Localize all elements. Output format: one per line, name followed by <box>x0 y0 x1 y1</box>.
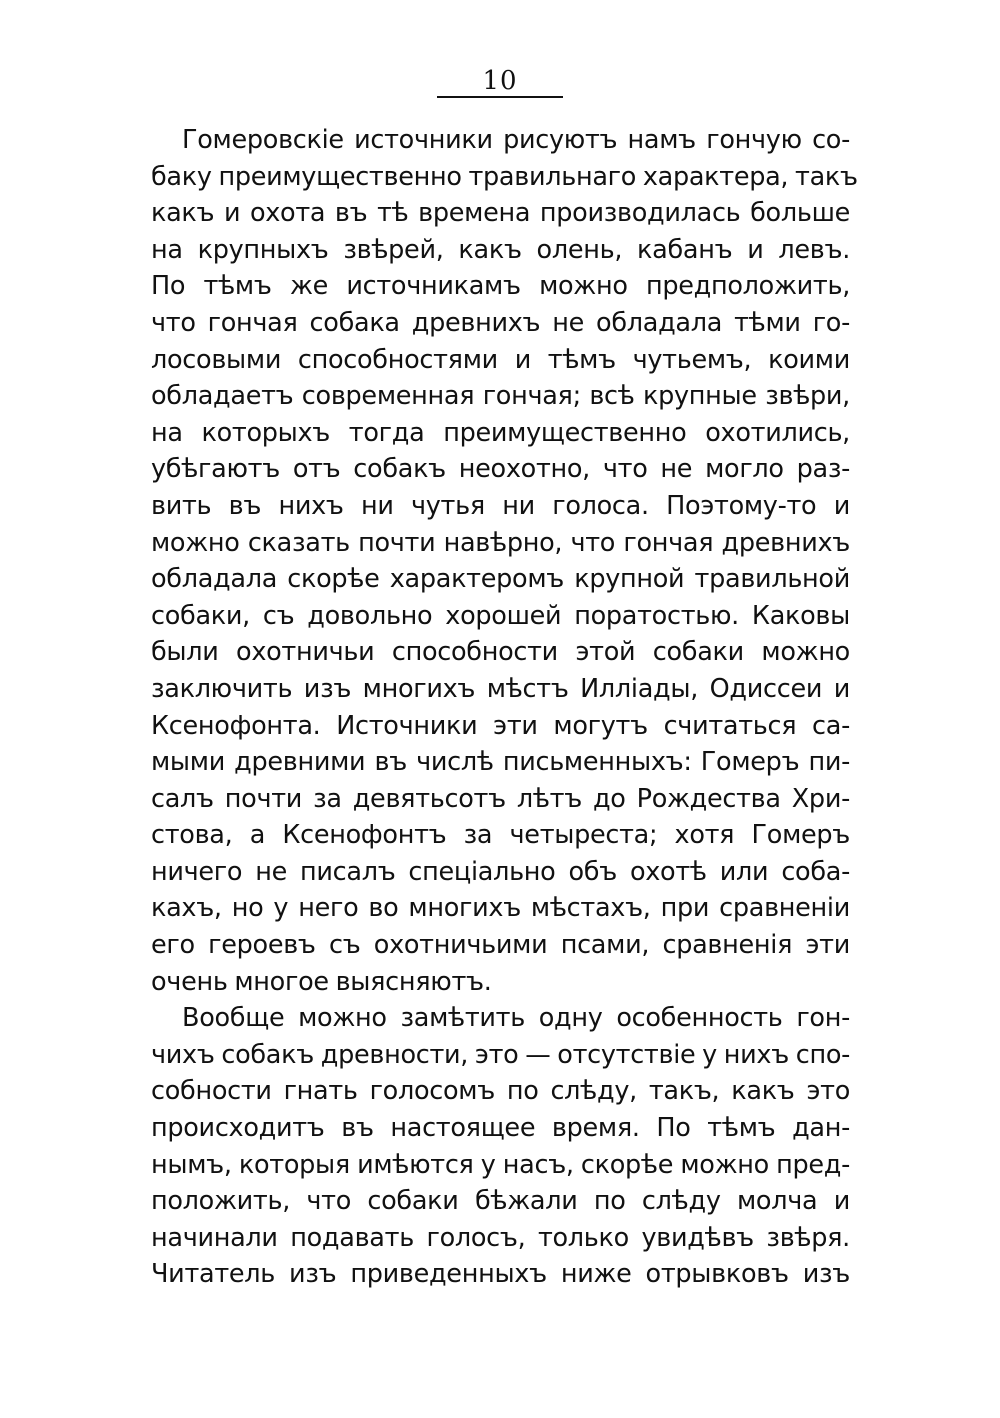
text-line: собаки, съ довольно хорошей поратостью. Каковы <box>151 600 850 631</box>
text-line: Гомеровскіе источники рисуютъ намъ гончую со- <box>182 125 850 155</box>
text-line: заключить изъ многихъ мѣстъ Илліады, Одиссеи и <box>151 673 850 704</box>
text-line: обладала скорѣе характеромъ крупной травильной <box>151 564 850 595</box>
body-text <box>151 122 858 1293</box>
text-line: какъ и охота въ тѣ времена производилась больше <box>151 198 850 229</box>
text-line: что гончая собака древнихъ не обладала тѣми го- <box>151 307 850 338</box>
page-number: 10 <box>482 66 518 96</box>
text-line: собности гнать голосомъ по слѣду, такъ, какъ это <box>151 1076 850 1107</box>
text-line: ничего не писалъ спеціально объ охотѣ или соба- <box>151 856 850 887</box>
text-line: Читатель изъ приведенныхъ ниже отрывковъ изъ <box>151 1259 850 1290</box>
text-line: на которыхъ тогда преимущественно охотились, <box>151 417 850 448</box>
text-line: нымъ, которыя имѣются у насъ, скорѣе можно пред- <box>151 1149 850 1180</box>
text-line: положить, что собаки бѣжали по слѣду молча и <box>151 1186 850 1217</box>
text-line: вить въ нихъ ни чутья ни голоса. Поэтому-то и <box>151 490 850 521</box>
text-line: Вообще можно замѣтить одну особенность гон- <box>182 1003 850 1034</box>
text-line: обладаетъ современная гончая; всѣ крупные звѣри, <box>151 381 850 412</box>
text-line: лосовыми способностями и тѣмъ чутьемъ, коими <box>151 344 850 375</box>
text-line: Ксенофонта. Источники эти могутъ считаться са- <box>151 710 850 741</box>
paragraph-1 <box>151 122 858 1000</box>
text-line: его героевъ съ охотничьими псами, сравненія эти <box>151 930 850 961</box>
text-line: чихъ собакъ древности, это — отсутствіе у нихъ спо- <box>151 1039 851 1070</box>
paragraph-2 <box>151 1000 850 1293</box>
text-line: убѣгаютъ отъ собакъ неохотно, что не могло раз- <box>151 454 850 485</box>
text-line: на крупныхъ звѣрей, какъ олень, кабанъ и левъ. <box>151 234 850 265</box>
text-line: баку преимущественно травильнаго характера, такъ <box>151 161 858 192</box>
text-line: начинали подавать голосъ, только увидѣвъ звѣря. <box>151 1222 850 1253</box>
text-line: салъ почти за девятьсотъ лѣтъ до Рождества Хри- <box>151 783 850 814</box>
text-line: очень многое выясняютъ. <box>151 966 492 997</box>
text-line: кахъ, но у него во многихъ мѣстахъ, при сравненіи <box>151 893 850 924</box>
text-line: можно сказать почти навѣрно, что гончая древнихъ <box>151 527 850 558</box>
text-line: были охотничьи способности этой собаки можно <box>151 637 850 668</box>
text-line: стова, а Ксенофонтъ за четыреста; хотя Гомеръ <box>151 820 850 851</box>
text-line: По тѣмъ же источникамъ можно предположить, <box>151 271 850 302</box>
text-line: мыми древними въ числѣ письменныхъ: Гомеръ пи- <box>151 747 850 778</box>
text-line: происходитъ въ настоящее время. По тѣмъ дан- <box>151 1113 850 1144</box>
header-rule <box>437 96 563 98</box>
